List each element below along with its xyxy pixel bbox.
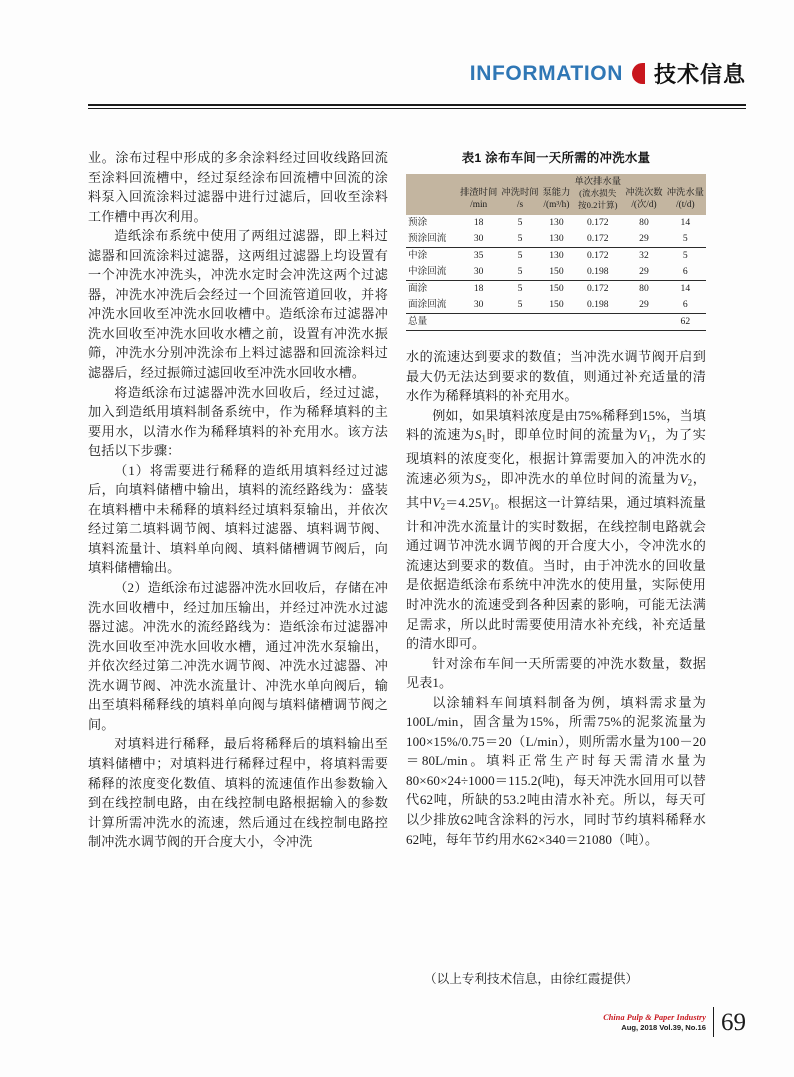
table-header-row <box>406 174 706 215</box>
table-cell: 14 <box>680 217 691 229</box>
table-column-header <box>499 174 540 215</box>
body-paragraph: 将造纸涂布过滤器冲洗水回收后，经过过滤，加入到造纸用填料制备系统中，作为稀释填料的主要用水，以清水作为稀释填料的补充用水。该方法包括以下步骤： <box>88 384 388 459</box>
table-cell: 18 <box>473 217 484 229</box>
table-cell: 5 <box>517 299 523 311</box>
column-header-line: 冲洗次数 <box>625 188 663 199</box>
journal-issue: Aug, 2018 Vol.39, No.16 <box>621 1022 706 1032</box>
table-cell: 30 <box>473 266 484 278</box>
table-head <box>406 174 706 215</box>
table-row-label: 预涂 <box>408 217 428 229</box>
page-header <box>470 58 746 89</box>
page-footer <box>603 1007 746 1037</box>
header-divider <box>88 104 746 106</box>
table-cell: 5 <box>665 248 706 264</box>
table-row <box>406 248 706 264</box>
table-corner-cell <box>406 174 458 215</box>
table-cell <box>623 314 664 331</box>
table-cell: 5 <box>517 217 523 229</box>
body-paragraph: 业。涂布过程中形成的多余涂料经过回收线路回流至涂料回流槽中，经过泵经涂布回流槽中回流的涂料泵入回流涂料过滤器中进行过滤后，回收至涂料工作槽中再次利用。 <box>88 150 388 224</box>
table-row <box>406 231 706 247</box>
column-header-unit: /s <box>516 199 524 210</box>
table-cell: 130 <box>549 217 564 229</box>
table-cell: 5 <box>499 248 540 264</box>
column-header-unit: /min <box>470 199 488 210</box>
table-cell: 6 <box>682 266 688 278</box>
table-cell <box>541 314 573 331</box>
table-row-label: 面涂回流 <box>408 299 447 311</box>
table-cell: 35 <box>458 248 499 264</box>
table-cell: 0.172 <box>572 281 623 297</box>
footer-divider <box>713 1007 714 1037</box>
table-cell: 62 <box>665 314 706 331</box>
table-row-label: 预涂回流 <box>408 233 447 245</box>
table-cell: 150 <box>549 266 564 278</box>
table-cell: 130 <box>541 248 573 264</box>
table-column-header <box>572 174 623 215</box>
table-cell <box>572 314 623 331</box>
table-row-label: 中涂 <box>406 248 458 264</box>
table-cell: 0.172 <box>572 248 623 264</box>
table-block <box>406 148 706 331</box>
table-row-label: 面涂 <box>406 281 458 297</box>
table-cell <box>499 314 540 331</box>
table-cell <box>458 314 499 331</box>
left-text-column <box>88 148 388 852</box>
table-cell: 18 <box>458 281 499 297</box>
body-paragraph: 对填料进行稀释，最后将稀释后的填料输出至填料储槽中；对填料进行稀释过程中，将填料需要稀释的浓度变化数值、填料的流速值作出参数输入到在线控制电路，由在线控制电路根据输入的参数计算所需冲洗水的流速，然后通过在线控制电路控制冲洗水调节阀的开合度大小，令冲洗 <box>88 736 388 850</box>
page-number: 69 <box>721 1008 746 1036</box>
table-row <box>406 215 706 231</box>
column-header-unit: /(次/d) <box>631 199 657 210</box>
column-header-unit: /(t/d) <box>676 199 695 210</box>
column-header-line: 排渣时间 <box>460 188 498 199</box>
body-paragraph: 以涂辅料车间填料制备为例，填料需求量为100L/min，固含量为15%，所需75%的泥浆流量为100×15%/0.75＝20（L/min），则所需水量为100－20＝80L/min。填料正常生产时每天需清水量为80×60×24÷1000＝115.2(吨)，每天冲洗水回用可以替代62吨，所缺的53.2吨由清水补充。所以，每天可以少排放62吨含涂料的污水，同时节约填料稀释水62吨，每年节约用水62×340＝21080（吨）。 <box>406 694 706 847</box>
table-row-label: 中涂回流 <box>408 266 447 278</box>
body-paragraph: 水的流速达到要求的数值；当冲洗水调节阀开启到最大仍无法达到要求的数值，则通过补充适量的清水作为稀释填料的补充用水。 <box>406 349 706 404</box>
column-header-line: 单次排水量 <box>574 177 621 187</box>
table-cell: 6 <box>682 299 688 311</box>
table-column-header <box>541 174 573 215</box>
table-cell: 5 <box>682 233 688 245</box>
attribution-line: （以上专利技术信息，由徐红霞提供） <box>424 972 639 986</box>
table-cell: 150 <box>549 299 564 311</box>
table-cell: 0.172 <box>586 217 609 229</box>
right-text-column <box>406 347 706 849</box>
table-row <box>406 314 706 331</box>
table-cell: 0.172 <box>586 233 609 245</box>
column-header-line: 冲洗时间 <box>501 188 539 199</box>
wash-water-table <box>406 174 706 331</box>
table-cell: 29 <box>639 299 649 311</box>
header-english-title: INFORMATION <box>469 61 623 85</box>
table-cell: 130 <box>549 233 564 245</box>
table-body <box>406 215 706 330</box>
table-cell: 30 <box>473 299 484 311</box>
body-paragraph: 例如，如果填料浓度是由75%稀释到15%，当填料的流速为$S_1$时，即单位时间的流量为$V_1$，为了实现填料的浓度变化，根据计算需要加入的冲洗水的流速必须为$S_2$，即冲洗水的单位时间的流量为$V_2$，其中$V_2=4.25V_1$。根据这一计算结果，通过填料流量计和冲洗水流量计的实时数据，在线控制电路就会通过调节冲洗水调节阀的开合度大小，令冲洗水的流速达到要求的数值。当时，由于冲洗水的回收量是依据造纸涂布系统中冲洗水的使用量，实际使用时冲洗水的流速受到各种因素的影响，可能无法满足需求，所以此时需要使用清水补充线，补充适量的清水即可。 <box>406 407 706 652</box>
table-row <box>406 297 706 313</box>
journal-name: China Pulp & Paper Industry <box>603 1012 706 1022</box>
table-cell: 150 <box>541 281 573 297</box>
footer-journal-block <box>603 1013 706 1032</box>
table-row <box>406 264 706 280</box>
column-header-line: 冲洗水量 <box>666 188 704 199</box>
table-column-header <box>458 174 499 215</box>
table-row <box>406 281 706 297</box>
table-caption: 表1 涂布车间一天所需的冲洗水量 <box>461 151 651 165</box>
body-paragraph: （2）造纸涂布过滤器冲洗水回收后，存储在冲洗水回收槽中，经过加压输出，并经过冲洗水过滤器过滤。冲洗水的流经路线为：造纸涂布过滤器冲洗水回收至冲洗水回收水槽，通过冲洗水泵输出，并依次经过第二冲洗水调节阀、冲洗水过滤器、冲洗水调节阀、冲洗水流量计、冲洗水单向阀后，输出至填料稀释线的填料单向阀与填料储槽调节阀之间。 <box>88 580 388 732</box>
table-row-label: 总量 <box>406 314 458 331</box>
table-cell: 80 <box>639 217 649 229</box>
header-chinese-title: 技术信息 <box>653 62 746 87</box>
body-paragraph: 造纸涂布系统中使用了两组过滤器，即上料过滤器和回流涂料过滤器，这两组过滤器上均设置有一个冲洗水冲洗头，冲洗水定时会冲洗这两个过滤器，冲洗水冲洗后会经过一个回流管道回收，并将冲洗水回收至冲洗水回收槽中。造纸涂布过滤器冲洗水回收至冲洗水回收水槽之前，设置有冲洗水振筛，冲洗水分别冲洗涂布上料过滤器和回流涂料过滤器后，经过振筛过滤回收至冲洗水回收水槽。 <box>88 228 388 381</box>
table-column-header <box>623 174 664 215</box>
table-cell: 5 <box>517 233 523 245</box>
table-cell: 30 <box>473 233 484 245</box>
table-cell: 29 <box>639 233 649 245</box>
red-bullet-icon <box>632 63 645 84</box>
column-header-line: 泵能力 <box>542 188 571 199</box>
table-cell: 5 <box>499 281 540 297</box>
column-header-note: 按0.2计算) <box>578 199 618 210</box>
table-column-header <box>665 174 706 215</box>
table-cell: 29 <box>639 266 649 278</box>
table-cell: 80 <box>623 281 664 297</box>
body-paragraph: 针对涂布车间一天所需要的冲洗水数量，数据见表1。 <box>406 655 706 691</box>
column-header-unit: (流水损失 <box>579 188 617 199</box>
table-cell: 0.198 <box>586 266 609 278</box>
table-cell: 5 <box>517 266 523 278</box>
table-cell: 0.198 <box>586 299 609 311</box>
table-cell: 32 <box>623 248 664 264</box>
body-paragraph: （1）将需要进行稀释的造纸用填料经过过滤后，向填料储槽中输出，填料的流经路线为：盛装在填料槽中未稀释的填料经过填料泵输出，并依次经过第二填料调节阀、填料过滤器、填料调节阀、填料流量计、填料单向阀、填料储槽调节阀后，向填料储槽输出。 <box>88 462 388 576</box>
column-header-unit: /(m³/h) <box>543 199 570 210</box>
table-cell: 14 <box>665 281 706 297</box>
